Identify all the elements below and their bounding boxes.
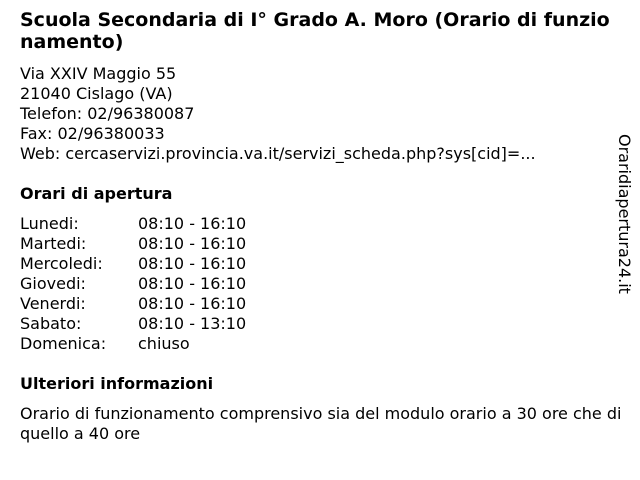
address-city: 21040 Cislago (VA) xyxy=(20,84,173,103)
day-time: 08:10 - 16:10 xyxy=(138,294,247,313)
day-label: Mercoledi: xyxy=(20,254,103,273)
day-label: Lunedi: xyxy=(20,214,79,233)
day-time: 08:10 - 16:10 xyxy=(138,234,247,253)
day-time: 08:10 - 16:10 xyxy=(138,214,247,233)
day-label: Sabato: xyxy=(20,314,82,333)
opening-hours-table xyxy=(20,214,246,354)
address-block xyxy=(20,64,610,164)
hours-row-sunday xyxy=(20,334,246,354)
hours-row-friday xyxy=(20,294,246,314)
day-label: Domenica: xyxy=(20,334,107,353)
day-label: Venerdi: xyxy=(20,294,86,313)
day-time: 08:10 - 16:10 xyxy=(138,254,247,273)
hours-row-monday xyxy=(20,214,246,234)
hours-row-thursday xyxy=(20,274,246,294)
day-label: Giovedi: xyxy=(20,274,86,293)
address-street: Via XXIV Maggio 55 xyxy=(20,64,177,83)
website-link[interactable]: Web: cercaservizi.provincia.va.it/servizi_scheda.php?sys[cid]=... xyxy=(20,144,536,163)
day-time: 08:10 - 16:10 xyxy=(138,274,247,293)
more-info-text: Orario di funzionamento comprensivo sia del modulo orario a 30 ore che di quello a 40 ore xyxy=(20,404,622,443)
brand-watermark: Oraridiapertura24.it xyxy=(615,134,634,294)
fax-number: Fax: 02/96380033 xyxy=(20,124,165,143)
hours-row-wednesday xyxy=(20,254,246,274)
day-time: 08:10 - 13:10 xyxy=(138,314,247,333)
opening-hours-heading: Orari di apertura xyxy=(20,184,173,203)
day-label: Martedi: xyxy=(20,234,87,253)
page-title: Scuola Secondaria di I° Grado A. Moro (Orario di funzionamento) xyxy=(20,9,610,53)
hours-row-saturday xyxy=(20,314,246,334)
more-info-heading: Ulteriori informazioni xyxy=(20,374,214,393)
hours-row-tuesday xyxy=(20,234,246,254)
phone-number: Telefon: 02/96380087 xyxy=(20,104,195,123)
day-time: chiuso xyxy=(138,334,190,353)
